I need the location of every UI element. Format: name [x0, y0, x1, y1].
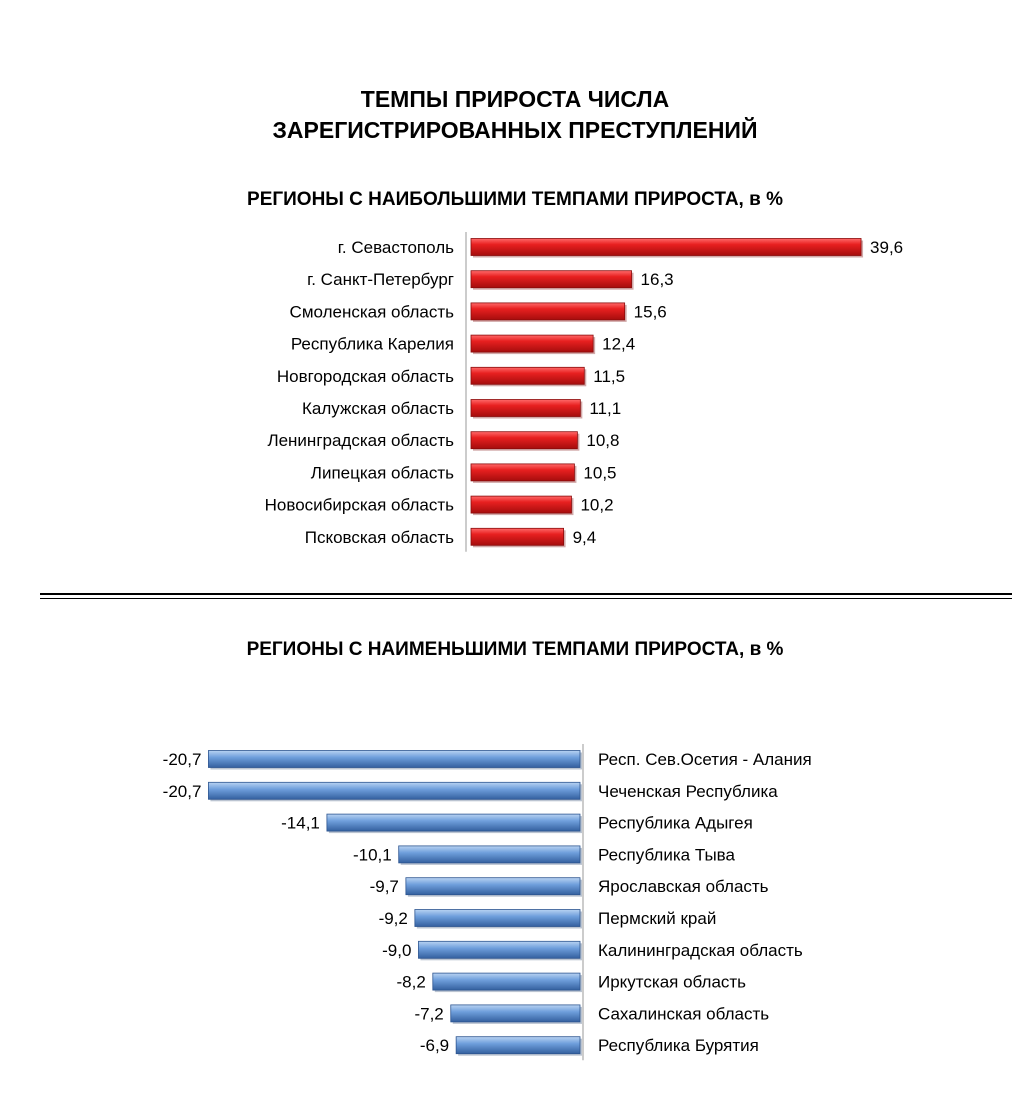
value-label: -6,9: [419, 1036, 450, 1056]
value-label: 12,4: [602, 334, 636, 354]
category-label: Калининградская область: [598, 940, 803, 960]
bar: [399, 846, 580, 863]
bar: [456, 1037, 580, 1054]
category-label: Республика Адыгея: [598, 813, 753, 833]
bar: [451, 1005, 580, 1022]
category-label: Республика Тыва: [598, 845, 735, 865]
category-label: Ленинградская область: [267, 431, 454, 451]
value-label: 15,6: [633, 302, 667, 322]
main-title-line1: ТЕМПЫ ПРИРОСТА ЧИСЛА: [360, 86, 670, 112]
value-label: -9,2: [378, 909, 408, 928]
value-label: -9,7: [369, 877, 399, 897]
category-label: Калужская область: [302, 399, 454, 418]
value-label: 11,1: [589, 399, 622, 418]
value-label: -7,2: [414, 1004, 444, 1024]
bottom-chart-title: РЕГИОНЫ С НАИМЕНЬШИМИ ТЕМПАМИ ПРИРОСТА, в %: [246, 639, 784, 660]
value-label: 10,5: [583, 463, 617, 483]
category-label: Пермский край: [598, 909, 717, 928]
value-label: 39,6: [870, 238, 904, 257]
bar: [327, 814, 580, 831]
category-label: Иркутская область: [598, 972, 747, 992]
value-label: -20,7: [162, 750, 202, 769]
value-label: -14,1: [281, 813, 320, 833]
main-title-line2: ЗАРЕГИСТРИРОВАННЫХ ПРЕСТУПЛЕНИЙ: [272, 117, 758, 143]
category-label: Республика Бурятия: [598, 1036, 759, 1056]
bar: [406, 878, 580, 895]
category-label: Респ. Сев.Осетия - Алания: [598, 750, 812, 769]
bar: [418, 941, 580, 958]
category-label: Республика Карелия: [290, 334, 454, 354]
value-label: -8,2: [396, 972, 426, 992]
category-label: Сахалинская область: [598, 1004, 770, 1024]
category-label: г. Севастополь: [337, 238, 454, 257]
bar: [208, 751, 580, 768]
value-label: -9,0: [382, 940, 412, 960]
category-label: Новосибирская область: [264, 495, 454, 515]
category-label: Липецкая область: [310, 463, 454, 483]
value-label: -20,7: [162, 781, 202, 801]
value-label: 10,2: [580, 495, 614, 515]
category-label: Ярославская область: [598, 877, 769, 897]
value-label: -10,1: [352, 845, 392, 865]
category-label: Новгородская область: [276, 366, 454, 386]
category-label: г. Санкт-Петербург: [307, 270, 454, 290]
category-label: Псковская область: [304, 527, 454, 547]
category-label: Смоленская область: [289, 302, 454, 322]
top-chart-title: РЕГИОНЫ С НАИБОЛЬШИМИ ТЕМПАМИ ПРИРОСТА, в %: [247, 189, 783, 210]
value-label: 16,3: [640, 270, 674, 290]
bar: [433, 973, 580, 990]
category-label: Чеченская Республика: [598, 781, 778, 801]
value-label: 9,4: [572, 527, 597, 547]
value-label: 10,8: [586, 431, 620, 451]
bar: [208, 782, 580, 799]
value-label: 11,5: [593, 366, 626, 386]
bar: [415, 910, 580, 927]
